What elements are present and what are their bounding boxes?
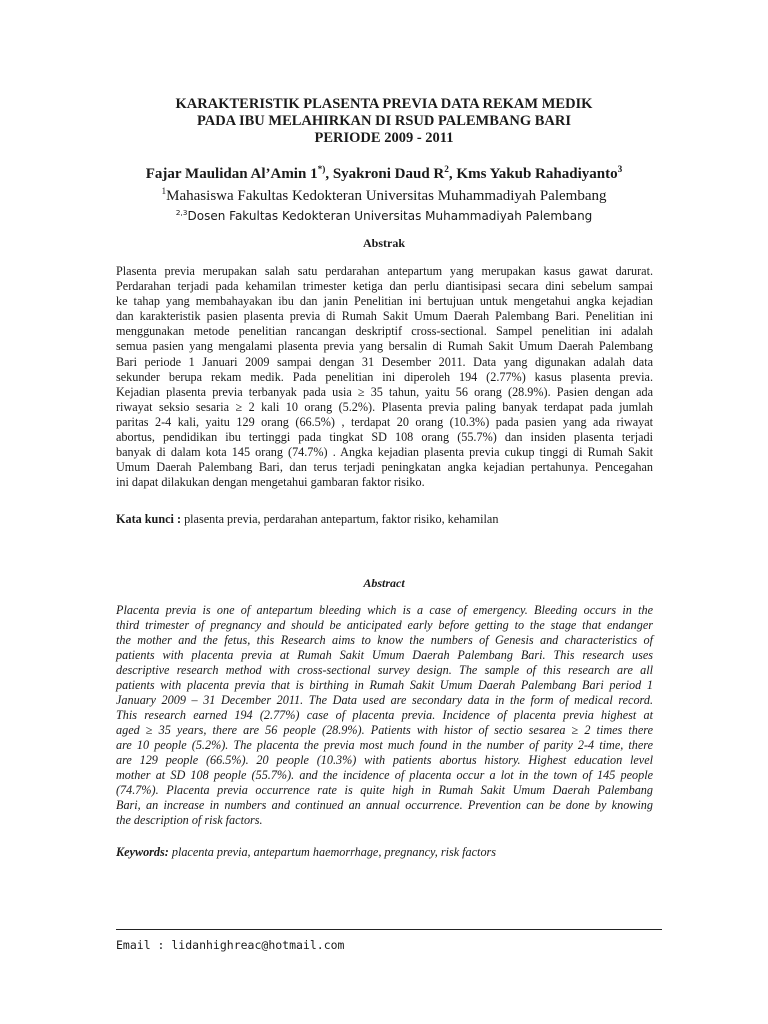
abstrak-line: Plasenta previa merupakan salah satu perdarahan antepartum yang merupakan kasus gawat darurat. [116,264,653,278]
abstract-line: Placenta previa is one of antepartum bleeding which is a case of emergency. Bleeding occurs in the [116,603,653,617]
affiliation-1 [40,187,728,205]
abstract-line: the description of risk factors. [116,813,263,827]
corresponding-email: Email : lidanhighreac@hotmail.com [116,938,345,952]
abstrak-line: sekunder berupa rekam medik. Pada penelitian ini diperoleh 194 (2.77%) kasus plasenta previa. [116,369,653,384]
abstract-line: are 10 people (5.2%). The placenta the previa most much found in the number of parity 2-4 time, there [116,738,653,752]
abstract-line: This research earned 194 (2.77%) case of placenta previa. Incidence of placenta previa highest at [116,708,653,722]
keywords-label: Keywords: [116,845,169,859]
affiliation-2 [40,208,728,224]
abstract-line: descriptive research method with cross-sectional survey design. The sample of this research are all [116,663,653,677]
keywords [116,845,676,860]
author-3: , Kms Yakub Rahadiyanto [448,166,618,182]
author-list [40,165,728,183]
abstract-line: are 129 people (66.5%). 20 people (10.3%) with patients abortus history. Highest education level [116,753,653,767]
kata-kunci [116,512,676,527]
abstract-line: third trimester of pregnancy and should be anticipated early before getting to the stage that endanger [116,618,653,632]
author-3-mark: 3 [617,165,623,175]
affiliation-2-mark: 2,3 [175,208,188,217]
abstrak-heading: Abstrak [362,236,405,250]
abstrak-line: ke tahap yang membahayakan ibu dan janin Penelitian ini bertujuan untuk mengetahui angka kejadian [116,294,653,309]
kata-kunci-text: plasenta previa, perdarahan antepartum, faktor risiko, kehamilan [181,512,499,526]
abstrak-body [116,264,653,490]
abstrak-line: paritas 2-4 kali, yaitu 129 orang (66.5%) , terdapat 20 orang (10.3%) pada pasien yang ada riwayat [116,414,653,429]
abstrak-line: Bari periode 1 Januari 2009 sampai dengan 31 Desember 2011. Data yang digunakan adalah data [116,354,653,369]
kata-kunci-label: Kata kunci : [116,512,182,526]
author-2-mark: 2 [444,165,449,175]
abstract-line: aged ≥ 35 years, there are 56 people (28.9%). Patients with histor of sectio sesarea ≥ 2 times there [116,723,653,737]
footnote-divider [116,929,662,930]
abstrak-line: Umum Daerah Palembang Bari, dan terus terjadi peningkatan angka kejadian pertahunya. Pencegahan [116,460,653,475]
abstrak-line: banyak di dalam kota 145 orang (74.7%) . Angka kejadian plasenta previa cukup tinggi di Rumah Sakit [116,445,653,460]
title-line-3: PERIODE 2009 - 2011 [314,130,454,146]
author-1-mark: *) [317,165,326,175]
abstract-heading: Abstract [363,576,405,590]
abstract-line: mother at SD 108 people (55.7%). and the incidence of placenta occur a lot in the town of 145 people [116,768,653,782]
affiliation-2-text: Dosen Fakultas Kedokteran Universitas Muhammadiyah Palembang [187,209,593,223]
abstract-line: the mother and the fetus, this Research aims to know the numbers of Genesis and characteristics of [116,633,653,647]
author-1: Fajar Maulidan Al’Amin 1 [145,166,318,182]
abstrak-line: riwayat seksio sesaria ≥ 2 kali 10 orang (5.2%). Plasenta previa paling banyak terdapat pada jumlah [116,399,653,414]
abstrak-line: semua pasien yang mengalami plasenta previa yang bersalin di Rumah Sakit Umum Daerah Palembang [116,339,653,354]
title-line-2: PADA IBU MELAHIRKAN DI RSUD PALEMBANG BARI [196,113,572,129]
abstract-line: patients with placenta previa that is birthing in Rumah Sakit Umum Daerah Palembang Bari period 1 [116,678,653,692]
abstrak-line: Kejadian plasenta previa terbanyak pada usia ≥ 35 tahun, yaitu 56 orang (28.9%). Pasien dengan ada [116,384,653,399]
abstract-line: (74.7%). Placenta previa occurrence rate is quite high in Rumah Sakit Umum Daerah Palembang [116,783,653,797]
abstrak-line: Perdarahan terjadi pada kehamilan trimester ketiga dan perlu diantisipasi secara dini sebelum sampai [116,279,653,294]
abstract-line: Bari, an increase in numbers and continued an annual occurrence. Prevention can be done by knowing [116,798,653,812]
abstrak-line: menggunakan metode penelitian rancangan deskriptif cross-sectional. Sampel penelitian ini adalah [116,324,653,339]
abstract-line: January 2009 – 31 December 2011. The Data used are secondary data in the form of medical record. [116,693,653,707]
title-line-1: KARAKTERISTIK PLASENTA PREVIA DATA REKAM MEDIK [175,96,593,112]
abstract-line: patients with placenta previa at Rumah Sakit Umum Daerah Palembang Bari. This research uses [116,648,653,662]
paper-title [60,96,708,147]
abstrak-line: dan karakteristik pasien plasenta previa di Rumah Sakit Umum Daerah Palembang Bari. Penelitian ini [116,309,653,324]
abstrak-line: abortus, pendidikan ibu tertinggi pada tingkat SD 108 orang (55.7%) dan insiden plasenta terjadi [116,430,653,445]
affiliation-1-text: Mahasiswa Fakultas Kedokteran Universitas Muhammadiyah Palembang [166,188,607,204]
abstract-body [116,603,653,828]
author-2: , Syakroni Daud R [325,166,445,182]
affiliation-1-mark: 1 [161,187,167,197]
abstrak-line: ini dapat dilakukan dengan mengetahui gambaran faktor risiko. [116,475,425,490]
keywords-text: placenta previa, antepartum haemorrhage, pregnancy, risk factors [168,845,497,859]
